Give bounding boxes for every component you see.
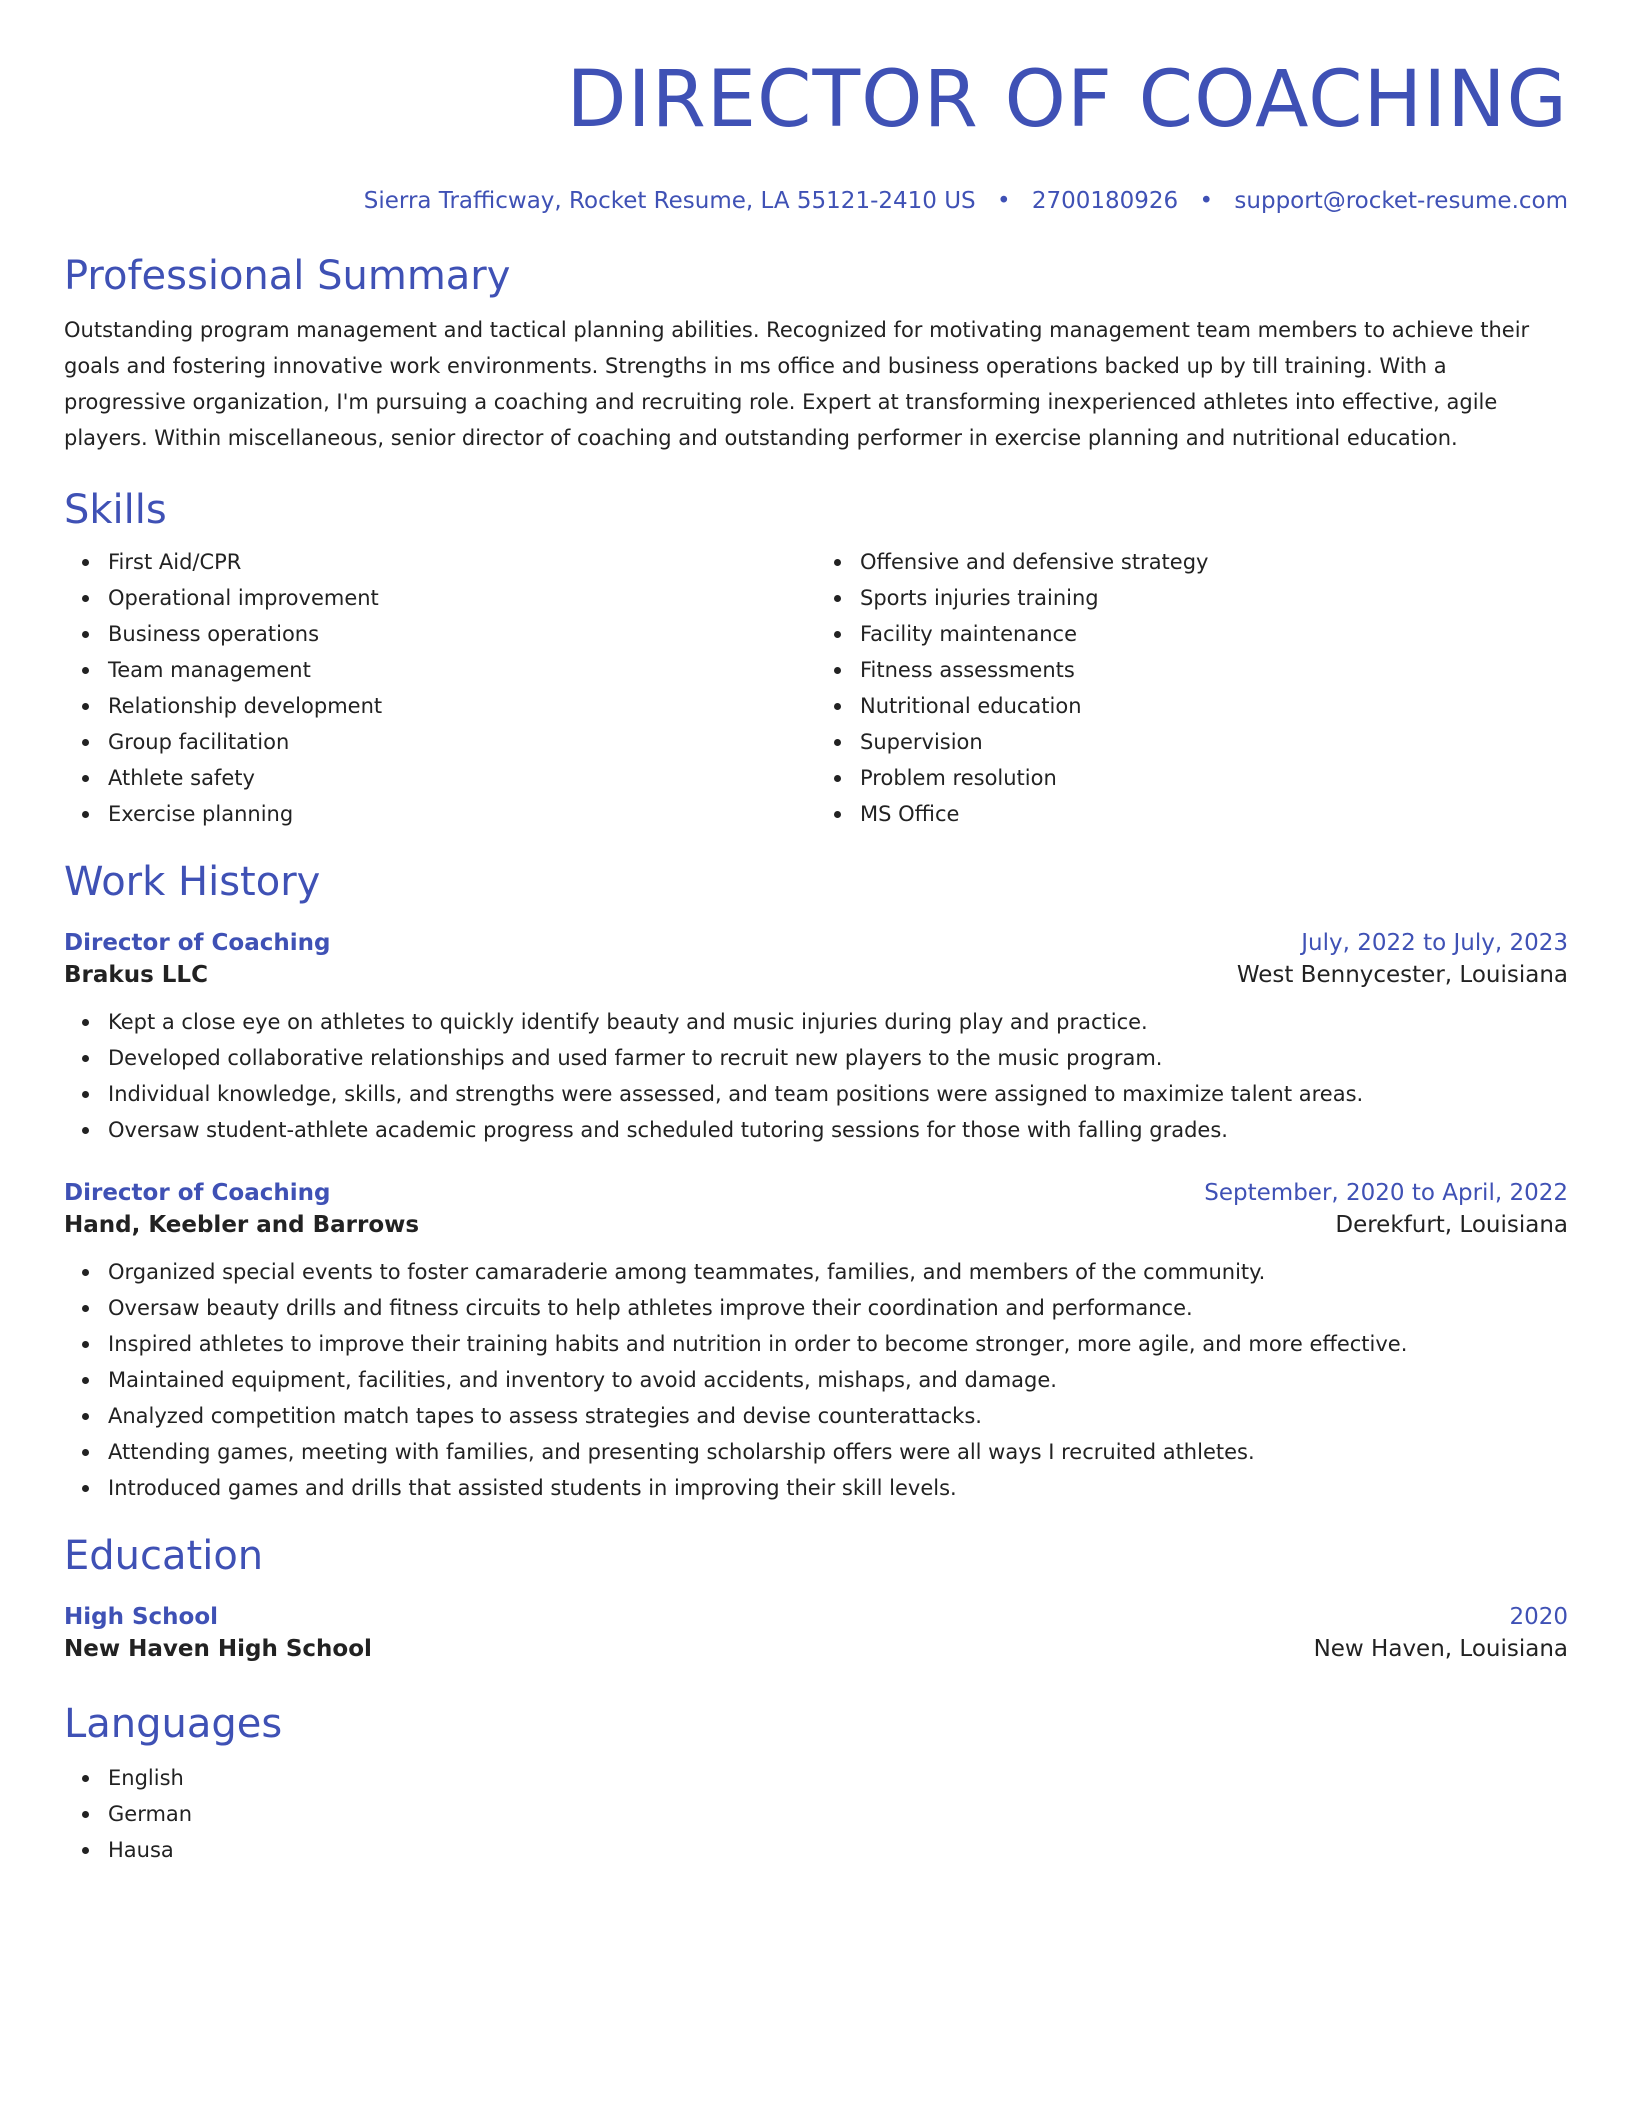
skill-item: First Aid/CPR — [108, 544, 816, 580]
skill-item: Business operations — [108, 616, 816, 652]
language-item: German — [108, 1796, 1568, 1832]
languages-section — [64, 1700, 1568, 1868]
skill-item: Team management — [108, 652, 816, 688]
job-title-row — [64, 1178, 1568, 1208]
job-bullets — [64, 1254, 1568, 1506]
skill-item: Group facilitation — [108, 724, 816, 760]
skill-item: Athlete safety — [108, 760, 816, 796]
languages-list — [64, 1760, 1568, 1868]
skills-section — [64, 486, 1568, 832]
skill-item: Relationship development — [108, 688, 816, 724]
job-title: Director of Coaching — [64, 1180, 331, 1206]
contact-phone: 2700180926 — [1031, 188, 1179, 214]
job-company-row — [64, 1208, 1568, 1242]
skills-list-right — [816, 544, 1568, 832]
candidate-title: DIRECTOR OF COACHING — [566, 55, 1568, 145]
section-title-work-history: Work History — [64, 859, 321, 905]
work-history-section — [64, 858, 1568, 1506]
job-bullet: Maintained equipment, facilities, and inventory to avoid accidents, mishaps, and damage. — [108, 1362, 1568, 1398]
section-title-languages: Languages — [64, 1701, 283, 1747]
job-dates: July, 2022 to July, 2023 — [1301, 930, 1568, 956]
job-entry — [64, 928, 1568, 1148]
job-bullet: Attending games, meeting with families, and presenting scholarship offers were all ways I recruited athletes. — [108, 1434, 1568, 1470]
job-bullet: Oversaw beauty drills and fitness circuits to help athletes improve their coordination and performance. — [108, 1290, 1568, 1326]
professional-summary-section — [64, 252, 1568, 456]
job-bullet: Developed collaborative relationships and used farmer to recruit new players to the music program. — [108, 1040, 1568, 1076]
job-dates: September, 2020 to April, 2022 — [1204, 1180, 1568, 1206]
contact-separator: • — [1199, 188, 1214, 214]
contact-address: Sierra Trafficway, Rocket Resume, LA 55121-2410 US — [363, 188, 976, 214]
education-degree-row — [64, 1602, 1568, 1632]
contact-line — [64, 186, 1568, 216]
skills-columns — [64, 544, 1568, 832]
contact-email: support@rocket-resume.com — [1234, 188, 1568, 214]
job-bullet: Analyzed competition match tapes to assess strategies and devise counterattacks. — [108, 1398, 1568, 1434]
skills-list-left — [64, 544, 816, 832]
skill-item: Supervision — [860, 724, 1568, 760]
education-school: New Haven High School — [64, 1636, 372, 1662]
skill-item: Nutritional education — [860, 688, 1568, 724]
summary-text: Outstanding program management and tactical planning abilities. Recognized for motivating management team members to achieve their goals and fostering innovative work environments. Strengths in ms office and business operations backed up by till training. With a progressive organization, I'm pursuing a coaching and recruiting role. Expert at transforming inexperienced athletes into effective, agile players. Within miscellaneous, senior director of coaching and outstanding performer in exercise planning and nutritional education. — [64, 318, 1530, 450]
job-bullet: Organized special events to foster camaraderie among teammates, families, and members of the community. — [108, 1254, 1568, 1290]
job-bullet: Individual knowledge, skills, and strengths were assessed, and team positions were assigned to maximize talent areas. — [108, 1076, 1568, 1112]
education-entry — [64, 1602, 1568, 1666]
job-title-row — [64, 928, 1568, 958]
resume-header — [64, 52, 1568, 216]
job-company: Hand, Keebler and Barrows — [64, 1212, 420, 1238]
section-title-education: Education — [64, 1533, 264, 1579]
job-location: West Bennycester, Louisiana — [1236, 962, 1568, 988]
skill-item: Offensive and defensive strategy — [860, 544, 1568, 580]
skill-item: Exercise planning — [108, 796, 816, 832]
skill-item: Problem resolution — [860, 760, 1568, 796]
job-bullet: Oversaw student-athlete academic progress and scheduled tutoring sessions for those with falling grades. — [108, 1112, 1568, 1148]
education-location: New Haven, Louisiana — [1313, 1636, 1568, 1662]
job-location: Derekfurt, Louisiana — [1335, 1212, 1568, 1238]
education-degree: High School — [64, 1604, 219, 1630]
skill-item: MS Office — [860, 796, 1568, 832]
education-school-row — [64, 1632, 1568, 1666]
section-title-skills: Skills — [64, 487, 167, 533]
job-company-row — [64, 958, 1568, 992]
language-item: Hausa — [108, 1832, 1568, 1868]
section-title-summary: Professional Summary — [64, 253, 511, 299]
job-entry — [64, 1178, 1568, 1506]
contact-separator: • — [996, 188, 1011, 214]
education-section — [64, 1532, 1568, 1666]
job-company: Brakus LLC — [64, 962, 208, 988]
education-year: 2020 — [1509, 1604, 1568, 1630]
job-bullet: Inspired athletes to improve their training habits and nutrition in order to become stronger, more agile, and more effective. — [108, 1326, 1568, 1362]
job-title: Director of Coaching — [64, 930, 331, 956]
skill-item: Operational improvement — [108, 580, 816, 616]
job-bullets — [64, 1004, 1568, 1148]
skill-item: Sports injuries training — [860, 580, 1568, 616]
skill-item: Facility maintenance — [860, 616, 1568, 652]
job-bullet: Kept a close eye on athletes to quickly identify beauty and music injuries during play and practice. — [108, 1004, 1568, 1040]
language-item: English — [108, 1760, 1568, 1796]
job-bullet: Introduced games and drills that assisted students in improving their skill levels. — [108, 1470, 1568, 1506]
skill-item: Fitness assessments — [860, 652, 1568, 688]
